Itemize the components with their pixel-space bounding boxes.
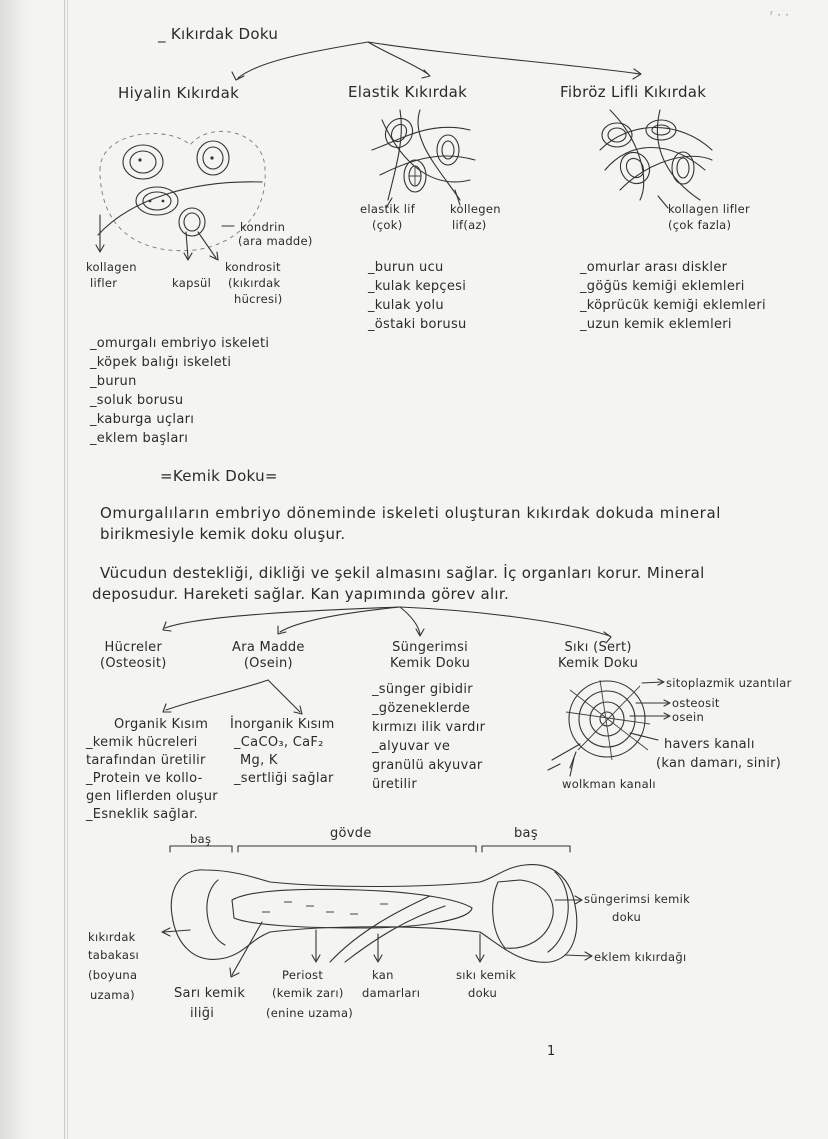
list-item: _kaburga uçları — [90, 412, 195, 427]
label-kan-damari: (kan damarı, sinir) — [656, 756, 782, 771]
elastic-location-list — [368, 258, 467, 334]
list-item: _CaCO₃, CaF₂ — [234, 735, 324, 750]
list-item: tarafından üretilir — [86, 753, 206, 768]
list-item: _uzun kemik eklemleri — [580, 317, 732, 332]
list-item: Mg, K — [240, 753, 278, 768]
label-uzama: uzama) — [90, 988, 135, 1002]
elastic-title: Elastik Kıkırdak — [348, 83, 468, 101]
cartilage-branch-arrows — [232, 42, 641, 80]
label-doku: doku — [468, 986, 498, 1000]
bone-paragraph1-line1: Omurgalıların embriyo döneminde iskeleti oluşturan kıkırdak dokuda mineral — [100, 504, 721, 522]
label-bas-right: baş — [514, 826, 538, 841]
spongy-properties — [372, 680, 485, 794]
label-damarlari: damarları — [362, 986, 421, 1000]
list-item: granülü akyuvar — [372, 758, 483, 773]
list-item: _Esneklik sağlar. — [86, 807, 199, 822]
list-item: üretilir — [372, 777, 417, 792]
label-sungerimsi-kemik: süngerimsi kemik — [584, 892, 691, 906]
list-item: _köpek balığı iskeleti — [90, 355, 232, 370]
label-sitoplazmik: sitoplazmik uzantılar — [666, 676, 792, 690]
long-bone-drawing — [162, 865, 592, 977]
list-item: _burun ucu — [368, 260, 444, 275]
label-kollagen: kollagen — [86, 260, 137, 274]
hyaline-title: Hiyalin Kıkırdak — [118, 84, 240, 102]
label-kondrin: kondrin — [240, 220, 286, 234]
list-item: _alyuvar ve — [372, 739, 451, 754]
label-govde: gövde — [330, 826, 372, 841]
label-kan: kan — [372, 968, 394, 982]
component-compact — [558, 640, 638, 672]
bone-paragraph1-line2: birikmesiyle kemik doku oluşur. — [100, 525, 346, 543]
organic-part — [86, 716, 218, 824]
component-subtitle: (Osteosit) — [100, 656, 167, 671]
label-havers: havers kanalı — [664, 737, 755, 752]
component-subtitle: (Osein) — [243, 656, 293, 671]
label-kikirdak: kıkırdak — [88, 930, 136, 944]
label-cok-fazla: (çok fazla) — [668, 218, 732, 232]
component-subtitle: Kemik Doku — [390, 656, 471, 671]
organic-title: Organik Kısım — [114, 717, 209, 732]
label-iligi: iliği — [190, 1006, 215, 1021]
page-number: 1 — [547, 1044, 556, 1059]
label-lifler: lifler — [90, 276, 118, 290]
label-kollegen: kollegen — [450, 202, 501, 216]
label-eklem-kikirdagi: eklem kıkırdağı — [594, 950, 687, 964]
list-item: _köprücük kemiği eklemleri — [580, 298, 766, 313]
label-siki-kemik: sıkı kemik — [456, 968, 517, 982]
list-item: _sünger gibidir — [372, 682, 473, 697]
list-item: _kemik hücreleri — [86, 735, 198, 750]
list-item: _soluk borusu — [90, 393, 184, 408]
component-title: Süngerimsi — [392, 640, 469, 655]
bone-title: =Kemik Doku= — [160, 467, 278, 485]
cartilage-title: _ Kıkırdak Doku — [158, 25, 279, 43]
inorganic-part — [230, 716, 335, 788]
label-kondrosit: kondrosit — [225, 260, 281, 274]
list-item: _gözeneklerde — [372, 701, 471, 716]
label-kollagen-lifler: kollagen lifler — [668, 202, 750, 216]
elastic-cartilage-drawing — [372, 110, 475, 208]
compact-bone-drawing — [548, 679, 670, 776]
component-subtitle: Kemik Doku — [558, 656, 639, 671]
label-doku-2: doku — [612, 910, 642, 924]
component-title: Sıkı (Sert) — [564, 640, 632, 655]
fibrous-cartilage-drawing — [600, 110, 712, 208]
label-kapsul: kapsül — [172, 276, 212, 290]
list-item: kırmızı ilik vardır — [372, 720, 486, 735]
label-osteosit: osteosit — [672, 696, 720, 710]
label-cok: (çok) — [372, 218, 403, 232]
list-item: _kulak kepçesi — [368, 279, 467, 294]
label-aramadde: (ara madde) — [238, 234, 313, 248]
component-spongy — [390, 640, 470, 672]
component-cells — [100, 640, 167, 672]
label-wolkman: wolkman kanalı — [562, 777, 656, 791]
component-title: Hücreler — [104, 640, 163, 655]
label-lif-az: lif(az) — [452, 218, 487, 232]
label-boyuna: (boyuna — [88, 968, 138, 982]
label-tabakasi: tabakası — [88, 948, 139, 962]
label-enine: (enine uzama) — [266, 1006, 354, 1020]
label-kikirdak: (kıkırdak — [228, 276, 281, 290]
label-bas-left: baş — [190, 832, 212, 846]
label-periost: Periost — [282, 968, 324, 982]
fibrous-title: Fibröz Lifli Kıkırdak — [560, 83, 707, 101]
hyaline-location-list — [90, 334, 269, 448]
corner-mark: ʳ · · — [770, 8, 790, 22]
label-sari-kemik: Sarı kemik — [174, 986, 246, 1001]
list-item: _burun — [90, 374, 137, 389]
list-item: gen liflerden oluşur — [86, 789, 218, 804]
list-item: _omurgalı embriyo iskeleti — [90, 336, 270, 351]
label-hucresi: hücresi) — [234, 292, 283, 306]
inorganic-title: İnorganik Kısım — [230, 717, 335, 732]
list-item: _kulak yolu — [368, 298, 444, 313]
fibrous-location-list — [580, 258, 766, 334]
list-item: _sertliği sağlar — [234, 771, 334, 786]
bone-paragraph2-line2: deposudur. Hareketi sağlar. Kan yapımında görev alır. — [92, 585, 510, 603]
list-item: _göğüs kemiği eklemleri — [580, 279, 745, 294]
label-kemik-zari: (kemik zarı) — [272, 986, 344, 1000]
list-item: _östaki borusu — [368, 317, 467, 332]
component-matrix — [232, 640, 305, 672]
bone-paragraph2-line1: Vücudun destekliği, dikliği ve şekil almasını sağlar. İç organları korur. Mineral — [100, 564, 705, 582]
long-bone-braces — [170, 846, 570, 852]
list-item: _omurlar arası diskler — [580, 260, 728, 275]
list-item: _eklem başları — [90, 431, 189, 446]
label-elastik-lif: elastik lif — [360, 202, 416, 216]
component-title: Ara Madde — [232, 640, 305, 655]
list-item: _Protein ve kollo- — [86, 771, 203, 786]
label-osein: osein — [672, 710, 705, 724]
